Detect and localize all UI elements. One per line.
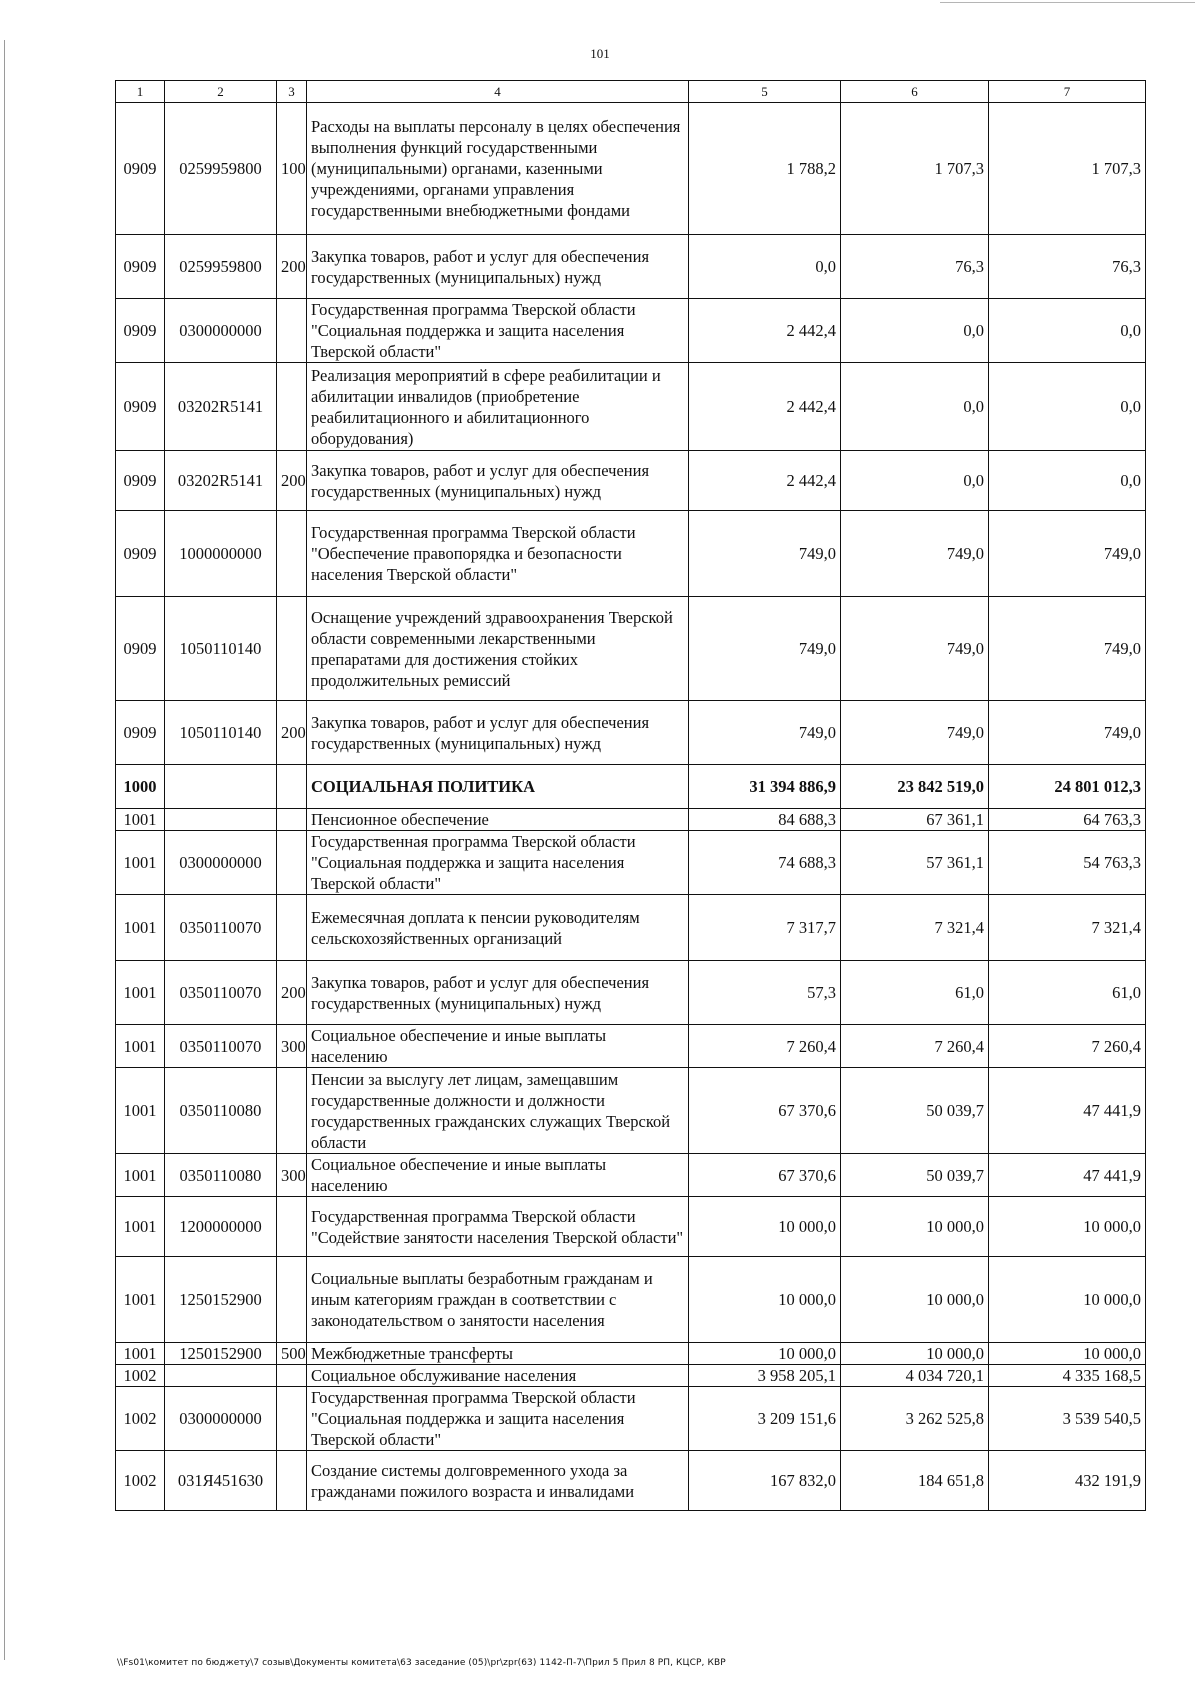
target-article-cell: 0300000000 — [165, 1387, 277, 1451]
amount-year3-cell: 47 441,9 — [989, 1068, 1146, 1154]
table-row — [116, 1387, 1146, 1451]
target-article-cell — [165, 765, 277, 809]
amount-year2-cell: 749,0 — [841, 597, 989, 701]
target-article-cell: 1050110140 — [165, 701, 277, 765]
amount-year1-cell: 10 000,0 — [689, 1257, 841, 1343]
target-article-cell: 0300000000 — [165, 299, 277, 363]
description-cell: Государственная программа Тверской области "Обеспечение правопорядка и безопасности населения Тверской области" — [307, 511, 689, 597]
amount-year3-cell: 47 441,9 — [989, 1154, 1146, 1197]
amount-year1-cell: 74 688,3 — [689, 831, 841, 895]
expense-type-cell: 300 — [277, 1154, 307, 1197]
section-code-cell: 1002 — [116, 1451, 165, 1511]
description-cell: Ежемесячная доплата к пенсии руководителям сельскохозяйственных организаций — [307, 895, 689, 961]
amount-year3-cell: 10 000,0 — [989, 1197, 1146, 1257]
target-article-cell: 0300000000 — [165, 831, 277, 895]
description-cell: Пенсионное обеспечение — [307, 809, 689, 831]
target-article-cell: 031Я451630 — [165, 1451, 277, 1511]
amount-year3-cell: 24 801 012,3 — [989, 765, 1146, 809]
amount-year3-cell: 749,0 — [989, 597, 1146, 701]
amount-year3-cell: 64 763,3 — [989, 809, 1146, 831]
description-cell: Закупка товаров, работ и услуг для обеспечения государственных (муниципальных) нужд — [307, 961, 689, 1025]
amount-year2-cell: 57 361,1 — [841, 831, 989, 895]
amount-year2-cell: 10 000,0 — [841, 1197, 989, 1257]
expense-type-cell — [277, 299, 307, 363]
expense-type-cell: 200 — [277, 961, 307, 1025]
expense-type-cell — [277, 765, 307, 809]
table-row — [116, 363, 1146, 451]
expense-type-cell — [277, 597, 307, 701]
amount-year3-cell: 0,0 — [989, 451, 1146, 511]
amount-year1-cell: 2 442,4 — [689, 451, 841, 511]
section-code-cell: 1001 — [116, 809, 165, 831]
section-code-cell: 0909 — [116, 299, 165, 363]
section-code-cell: 1001 — [116, 1257, 165, 1343]
amount-year1-cell: 0,0 — [689, 235, 841, 299]
amount-year3-cell: 61,0 — [989, 961, 1146, 1025]
amount-year2-cell: 76,3 — [841, 235, 989, 299]
amount-year1-cell: 10 000,0 — [689, 1197, 841, 1257]
file-path-footer: \\Fs01\комитет по бюджету\7 созыв\Документы комитета\63 заседание (05)\pr\zpr(63) 1142-П-7\Прил 5 Прил 8 РП, КЦСР, КВР — [117, 1658, 726, 1668]
description-cell: Расходы на выплаты персоналу в целях обеспечения выполнения функций государственными (муниципальными) органами, казенными учреждениями, органами управления государственными внебюджетными фондами — [307, 103, 689, 235]
expense-type-cell — [277, 1257, 307, 1343]
description-cell: Социальные выплаты безработным гражданам и иным категориям граждан в соответствии с законодательством о занятости населения — [307, 1257, 689, 1343]
table-row — [116, 1025, 1146, 1068]
amount-year2-cell: 61,0 — [841, 961, 989, 1025]
target-article-cell: 0259959800 — [165, 235, 277, 299]
column-header: 2 — [165, 81, 277, 103]
amount-year1-cell: 7 260,4 — [689, 1025, 841, 1068]
column-header: 4 — [307, 81, 689, 103]
table-row — [116, 809, 1146, 831]
target-article-cell: 0350110070 — [165, 961, 277, 1025]
amount-year3-cell: 76,3 — [989, 235, 1146, 299]
description-cell: Социальное обслуживание населения — [307, 1365, 689, 1387]
page-number: 101 — [590, 46, 610, 61]
amount-year2-cell: 67 361,1 — [841, 809, 989, 831]
section-code-cell: 0909 — [116, 363, 165, 451]
amount-year2-cell: 0,0 — [841, 451, 989, 511]
target-article-cell: 03202R5141 — [165, 451, 277, 511]
section-code-cell: 1001 — [116, 961, 165, 1025]
amount-year1-cell: 57,3 — [689, 961, 841, 1025]
amount-year3-cell: 0,0 — [989, 363, 1146, 451]
section-code-cell: 1001 — [116, 1154, 165, 1197]
section-code-cell: 1001 — [116, 1343, 165, 1365]
amount-year2-cell: 1 707,3 — [841, 103, 989, 235]
target-article-cell: 1050110140 — [165, 597, 277, 701]
table-row — [116, 451, 1146, 511]
table-row — [116, 511, 1146, 597]
amount-year1-cell: 84 688,3 — [689, 809, 841, 831]
amount-year3-cell: 3 539 540,5 — [989, 1387, 1146, 1451]
scan-edge-line — [4, 40, 5, 1660]
table-body — [116, 103, 1146, 1511]
section-code-cell: 1001 — [116, 1025, 165, 1068]
amount-year2-cell: 7 321,4 — [841, 895, 989, 961]
table-row — [116, 235, 1146, 299]
table-row — [116, 1365, 1146, 1387]
amount-year1-cell: 167 832,0 — [689, 1451, 841, 1511]
target-article-cell: 1250152900 — [165, 1343, 277, 1365]
expense-type-cell — [277, 511, 307, 597]
amount-year2-cell: 7 260,4 — [841, 1025, 989, 1068]
amount-year2-cell: 749,0 — [841, 511, 989, 597]
amount-year3-cell: 432 191,9 — [989, 1451, 1146, 1511]
expense-type-cell — [277, 363, 307, 451]
section-code-cell: 0909 — [116, 103, 165, 235]
description-cell: Межбюджетные трансферты — [307, 1343, 689, 1365]
amount-year1-cell: 3 209 151,6 — [689, 1387, 841, 1451]
amount-year1-cell: 31 394 886,9 — [689, 765, 841, 809]
section-code-cell: 1000 — [116, 765, 165, 809]
amount-year1-cell: 749,0 — [689, 597, 841, 701]
amount-year2-cell: 4 034 720,1 — [841, 1365, 989, 1387]
description-cell: СОЦИАЛЬНАЯ ПОЛИТИКА — [307, 765, 689, 809]
amount-year1-cell: 3 958 205,1 — [689, 1365, 841, 1387]
section-code-cell: 1002 — [116, 1365, 165, 1387]
target-article-cell: 0350110080 — [165, 1068, 277, 1154]
table-row — [116, 103, 1146, 235]
table-row — [116, 1154, 1146, 1197]
amount-year1-cell: 2 442,4 — [689, 299, 841, 363]
amount-year2-cell: 10 000,0 — [841, 1343, 989, 1365]
expense-type-cell — [277, 895, 307, 961]
table-row — [116, 1197, 1146, 1257]
amount-year1-cell: 67 370,6 — [689, 1154, 841, 1197]
expense-type-cell — [277, 1068, 307, 1154]
amount-year2-cell: 3 262 525,8 — [841, 1387, 989, 1451]
target-article-cell — [165, 809, 277, 831]
expense-type-cell: 300 — [277, 1025, 307, 1068]
expense-type-cell: 100 — [277, 103, 307, 235]
expense-type-cell — [277, 1451, 307, 1511]
amount-year3-cell: 0,0 — [989, 299, 1146, 363]
target-article-cell: 0259959800 — [165, 103, 277, 235]
section-code-cell: 0909 — [116, 235, 165, 299]
expense-type-cell — [277, 831, 307, 895]
description-cell: Закупка товаров, работ и услуг для обеспечения государственных (муниципальных) нужд — [307, 701, 689, 765]
table-row — [116, 1257, 1146, 1343]
amount-year2-cell: 0,0 — [841, 299, 989, 363]
amount-year3-cell: 7 260,4 — [989, 1025, 1146, 1068]
column-header: 7 — [989, 81, 1146, 103]
budget-table — [115, 80, 1146, 1511]
table-row — [116, 1451, 1146, 1511]
table-row — [116, 895, 1146, 961]
amount-year3-cell: 10 000,0 — [989, 1257, 1146, 1343]
target-article-cell: 0350110070 — [165, 1025, 277, 1068]
target-article-cell: 0350110070 — [165, 895, 277, 961]
description-cell: Государственная программа Тверской области "Социальная поддержка и защита населения Тверской области" — [307, 299, 689, 363]
description-cell: Пенсии за выслугу лет лицам, замещавшим государственные должности и должности государственных гражданских служащих Тверской области — [307, 1068, 689, 1154]
table-row — [116, 765, 1146, 809]
scan-corner-line — [940, 2, 1195, 3]
expense-type-cell: 200 — [277, 235, 307, 299]
section-code-cell: 1001 — [116, 895, 165, 961]
section-code-cell: 0909 — [116, 597, 165, 701]
section-code-cell: 1001 — [116, 1197, 165, 1257]
amount-year3-cell: 10 000,0 — [989, 1343, 1146, 1365]
description-cell: Социальное обеспечение и иные выплаты населению — [307, 1025, 689, 1068]
column-header: 6 — [841, 81, 989, 103]
target-article-cell: 03202R5141 — [165, 363, 277, 451]
amount-year1-cell: 7 317,7 — [689, 895, 841, 961]
description-cell: Оснащение учреждений здравоохранения Тверской области современными лекарственными препаратами для достижения стойких продолжительных ремиссий — [307, 597, 689, 701]
amount-year1-cell: 67 370,6 — [689, 1068, 841, 1154]
amount-year2-cell: 23 842 519,0 — [841, 765, 989, 809]
table-row — [116, 597, 1146, 701]
amount-year3-cell: 749,0 — [989, 701, 1146, 765]
amount-year3-cell: 1 707,3 — [989, 103, 1146, 235]
amount-year3-cell: 54 763,3 — [989, 831, 1146, 895]
table-row — [116, 1068, 1146, 1154]
amount-year2-cell: 10 000,0 — [841, 1257, 989, 1343]
amount-year2-cell: 50 039,7 — [841, 1068, 989, 1154]
target-article-cell: 1250152900 — [165, 1257, 277, 1343]
column-header: 3 — [277, 81, 307, 103]
section-code-cell: 0909 — [116, 511, 165, 597]
amount-year3-cell: 4 335 168,5 — [989, 1365, 1146, 1387]
amount-year2-cell: 184 651,8 — [841, 1451, 989, 1511]
section-code-cell: 0909 — [116, 451, 165, 511]
description-cell: Государственная программа Тверской области "Содействие занятости населения Тверской области" — [307, 1197, 689, 1257]
description-cell: Реализация мероприятий в сфере реабилитации и абилитации инвалидов (приобретение реабилитационного и абилитационного оборудования) — [307, 363, 689, 451]
table-row — [116, 1343, 1146, 1365]
amount-year3-cell: 749,0 — [989, 511, 1146, 597]
section-code-cell: 1001 — [116, 831, 165, 895]
amount-year2-cell: 0,0 — [841, 363, 989, 451]
target-article-cell: 0350110080 — [165, 1154, 277, 1197]
column-header: 1 — [116, 81, 165, 103]
section-code-cell: 1002 — [116, 1387, 165, 1451]
description-cell: Закупка товаров, работ и услуг для обеспечения государственных (муниципальных) нужд — [307, 235, 689, 299]
amount-year1-cell: 749,0 — [689, 511, 841, 597]
section-code-cell: 0909 — [116, 701, 165, 765]
description-cell: Государственная программа Тверской области "Социальная поддержка и защита населения Тверской области" — [307, 831, 689, 895]
description-cell: Социальное обеспечение и иные выплаты населению — [307, 1154, 689, 1197]
amount-year1-cell: 1 788,2 — [689, 103, 841, 235]
table-header-row — [116, 81, 1146, 103]
amount-year1-cell: 749,0 — [689, 701, 841, 765]
section-code-cell: 1001 — [116, 1068, 165, 1154]
expense-type-cell — [277, 809, 307, 831]
amount-year3-cell: 7 321,4 — [989, 895, 1146, 961]
table-row — [116, 961, 1146, 1025]
expense-type-cell — [277, 1365, 307, 1387]
amount-year1-cell: 2 442,4 — [689, 363, 841, 451]
table-row — [116, 701, 1146, 765]
expense-type-cell: 200 — [277, 451, 307, 511]
amount-year1-cell: 10 000,0 — [689, 1343, 841, 1365]
table-row — [116, 299, 1146, 363]
target-article-cell: 1200000000 — [165, 1197, 277, 1257]
expense-type-cell — [277, 1197, 307, 1257]
expense-type-cell: 200 — [277, 701, 307, 765]
description-cell: Создание системы долговременного ухода за гражданами пожилого возраста и инвалидами — [307, 1451, 689, 1511]
amount-year2-cell: 50 039,7 — [841, 1154, 989, 1197]
table-row — [116, 831, 1146, 895]
target-article-cell — [165, 1365, 277, 1387]
description-cell: Закупка товаров, работ и услуг для обеспечения государственных (муниципальных) нужд — [307, 451, 689, 511]
amount-year2-cell: 749,0 — [841, 701, 989, 765]
target-article-cell: 1000000000 — [165, 511, 277, 597]
expense-type-cell: 500 — [277, 1343, 307, 1365]
description-cell: Государственная программа Тверской области "Социальная поддержка и защита населения Тверской области" — [307, 1387, 689, 1451]
expense-type-cell — [277, 1387, 307, 1451]
column-header: 5 — [689, 81, 841, 103]
